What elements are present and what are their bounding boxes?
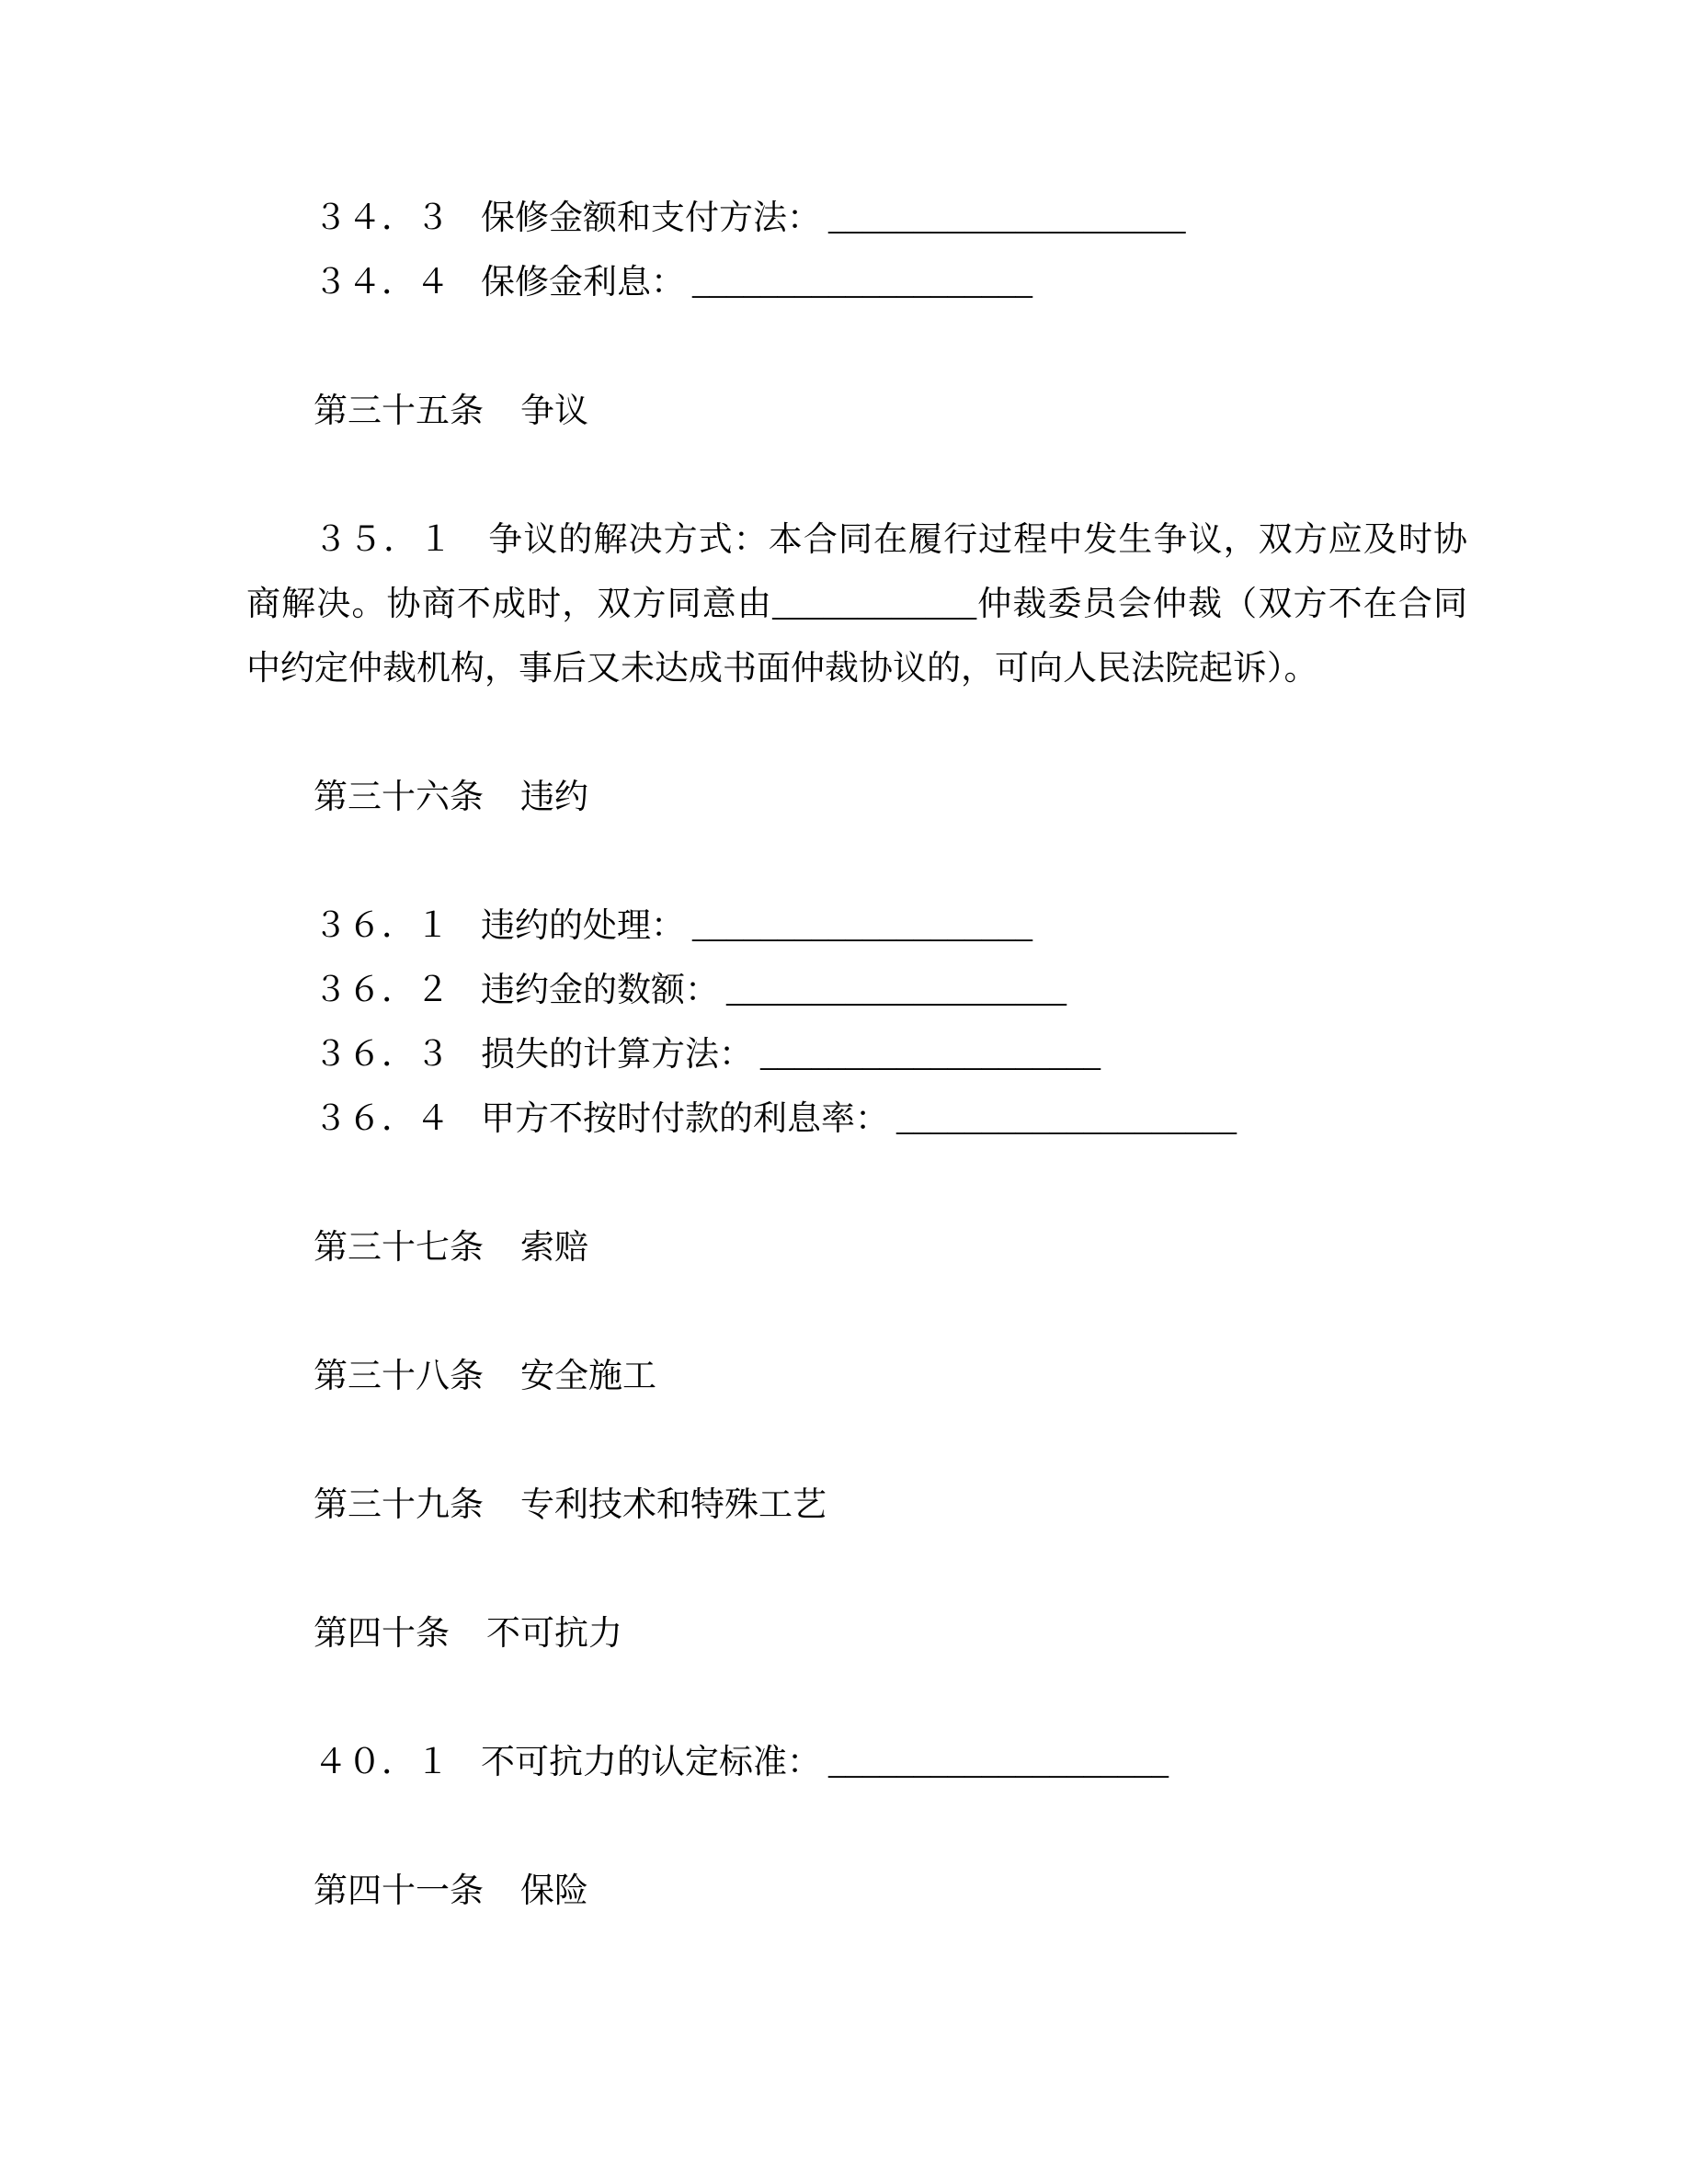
clause-number: ３６．２: [314, 972, 450, 1009]
article-title: 索赔: [520, 1229, 588, 1267]
article-number: 第三十六条: [314, 779, 484, 816]
blank-line: [246, 1538, 1467, 1602]
article-number: 第四十一条: [314, 1872, 484, 1910]
blank-line: [246, 1666, 1467, 1731]
fill-in-blank: ____________________: [692, 907, 1032, 945]
clause-line-36-3: [246, 1023, 1467, 1087]
article-title: 违约: [520, 779, 588, 816]
blank-line: [246, 701, 1467, 766]
clause-line-40-1: [246, 1731, 1467, 1795]
article-number: 第三十七条: [314, 1229, 484, 1267]
blank-line: [246, 1795, 1467, 1860]
clause-number: ４０．１: [314, 1744, 450, 1781]
clause-label: 保修金额和支付方法：: [481, 199, 821, 237]
clause-label: 保修金利息：: [481, 264, 685, 301]
clause-number: ３６．４: [314, 1100, 450, 1138]
clause-paragraph-35-1: [246, 508, 1467, 701]
clause-line-36-1: [246, 894, 1467, 959]
blank-line: [246, 315, 1467, 380]
clause-number: ３６．１: [314, 907, 450, 945]
clause-label: 违约的处理：: [481, 907, 685, 945]
blank-line: [246, 830, 1467, 894]
fill-in-blank: _____________________: [828, 199, 1186, 237]
clause-label: 违约金的数额：: [481, 972, 719, 1009]
blank-line: [246, 1152, 1467, 1216]
clause-line-36-4: [246, 1087, 1467, 1152]
article-number: 第四十条: [314, 1615, 450, 1653]
fill-in-blank: ____________________: [726, 972, 1066, 1009]
clause-line-34-3: [246, 187, 1467, 251]
blank-line: [246, 1280, 1467, 1345]
clause-line-34-4: [246, 251, 1467, 315]
article-number: 第三十八条: [314, 1358, 484, 1395]
fill-in-blank: ____________________: [692, 264, 1032, 301]
article-title: 安全施工: [520, 1358, 656, 1395]
blank-line: [246, 1409, 1467, 1473]
clause-label: 不可抗力的认定标准：: [481, 1744, 821, 1781]
paragraph-text-before-blank: ３５．１ 争议的解决方式：本合同在履行过程中发生争议，双方应及时协商解决。协商不成时，双方同意由: [246, 521, 1467, 623]
clause-label: 损失的计算方法：: [481, 1036, 753, 1074]
fill-in-blank: ____________________: [828, 1744, 1169, 1781]
clause-label: 甲方不按时付款的利息率：: [481, 1100, 889, 1138]
clause-number: ３４．４: [314, 264, 450, 301]
article-title: 不可抗力: [486, 1615, 622, 1653]
article-heading-41: [246, 1860, 1467, 1924]
article-heading-37: [246, 1216, 1467, 1280]
paragraph-text-after-blank: 仲裁委员会仲裁（双方不在合同中约定仲裁机构，事后又未达成书面仲裁协议的，可向人民法院起诉）。: [246, 586, 1468, 688]
article-title: 保险: [520, 1872, 588, 1910]
clause-number: ３４．３: [314, 199, 450, 237]
article-number: 第三十九条: [314, 1486, 484, 1524]
fill-in-blank: ____________________: [760, 1036, 1101, 1074]
blank-line: [246, 444, 1467, 508]
article-heading-35: [246, 380, 1467, 444]
article-heading-38: [246, 1345, 1467, 1409]
article-heading-36: [246, 766, 1467, 830]
clause-line-36-2: [246, 959, 1467, 1023]
clause-number: ３６．３: [314, 1036, 450, 1074]
article-heading-40: [246, 1602, 1467, 1666]
article-heading-39: [246, 1473, 1467, 1538]
fill-in-blank: ____________________: [896, 1100, 1237, 1138]
article-number: 第三十五条: [314, 392, 484, 430]
article-title: 专利技术和特殊工艺: [520, 1486, 827, 1524]
fill-in-blank: ____________: [772, 586, 977, 623]
article-title: 争议: [520, 392, 588, 430]
